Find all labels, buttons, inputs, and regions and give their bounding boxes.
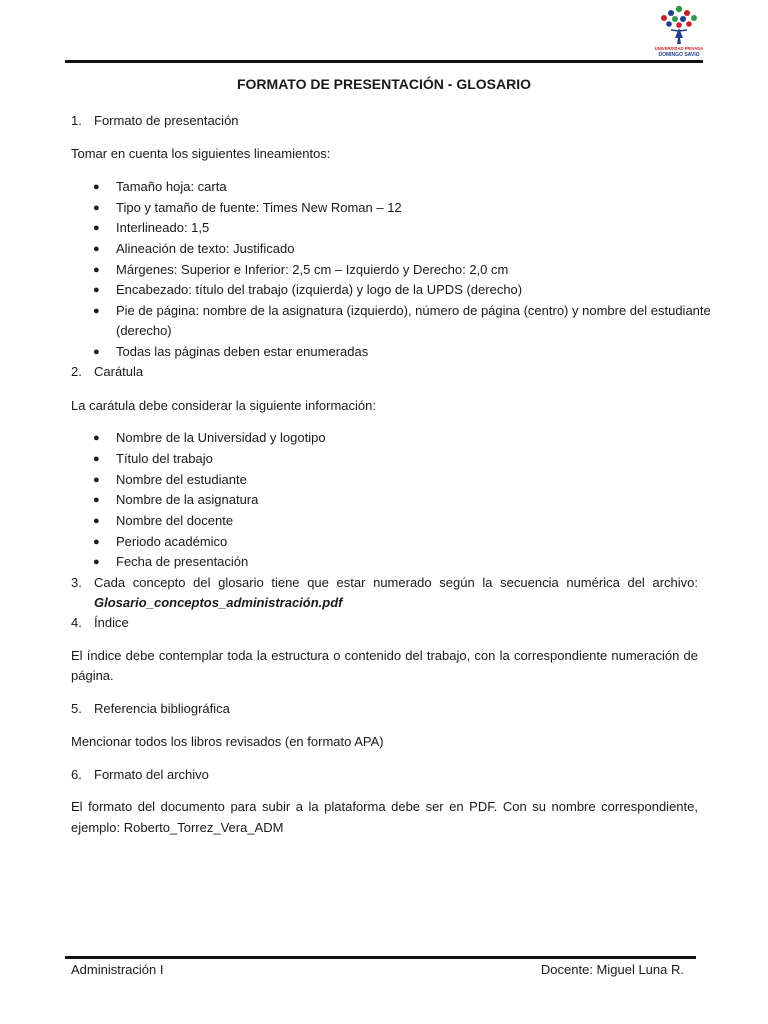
list-item: Todas las páginas deben estar enumeradas [116,344,369,359]
section1-intro: Tomar en cuenta los siguientes lineamientos: [71,146,331,161]
section6-text: El formato del documento para subir a la plataforma debe ser en PDF. Con su nombre correspondiente, [71,799,698,814]
bullet-icon: ● [93,494,100,506]
list-item: Título del trabajo [116,451,213,466]
section6-heading: Formato del archivo [94,767,209,782]
list-item: Nombre del estudiante [116,472,247,487]
list-item: Tamaño hoja: carta [116,179,227,194]
section2-heading: Carátula [94,364,144,379]
bullet-icon: ● [93,264,100,276]
list-item: Periodo académico [116,534,228,549]
section2-number: 2. [71,364,82,379]
bullet-icon: ● [93,453,100,465]
list-item: Interlineado: 1,5 [116,220,210,235]
bullet-icon: ● [93,346,100,358]
footer-rule [65,956,696,959]
logo-text-line2: DOMINGO SAVIO [658,52,700,58]
section1-heading: Formato de presentación [94,113,239,128]
bullet-icon: ● [93,474,100,486]
section5-heading: Referencia bibliográfica [94,701,230,716]
section3-filename: Glosario_conceptos_administración.pdf [94,595,343,610]
list-item: Encabezado: título del trabajo (izquierda) y logo de la UPDS (derecho) [116,282,523,297]
section6-number: 6. [71,767,82,782]
bullet-icon: ● [93,432,100,444]
section5-number: 5. [71,701,82,716]
university-logo [651,4,707,58]
section1-number: 1. [71,113,82,128]
list-item: Márgenes: Superior e Inferior: 2,5 cm – Izquierdo y Derecho: 2,0 cm [116,262,509,277]
page-title: FORMATO DE PRESENTACIÓN - GLOSARIO [236,76,531,92]
section6-text-cont: ejemplo: Roberto_Torrez_Vera_ADM [71,820,284,835]
section4-text: El índice debe contemplar toda la estructura o contenido del trabajo, con la correspondiente numeración de [71,648,698,663]
section2-intro: La carátula debe considerar la siguiente información: [71,398,376,413]
section4-text-cont: página. [71,668,114,683]
bullet-icon: ● [93,305,100,317]
bullet-icon: ● [93,556,100,568]
bullet-icon: ● [93,202,100,214]
list-item: Pie de página: nombre de la asignatura (izquierdo), número de página (centro) y nombre del estudiante [116,303,711,318]
footer-teacher: Docente: Miguel Luna R. [540,962,684,977]
bullet-icon: ● [93,536,100,548]
list-item: Nombre de la Universidad y logotipo [116,430,326,445]
section4-number: 4. [71,615,82,630]
list-item-continuation: (derecho) [116,323,172,338]
logo-text-line1: UNIVERSIDAD PRIVADA [654,46,704,51]
list-item: Nombre de la asignatura [116,492,259,507]
footer-course: Administración I [71,962,164,977]
section4-heading: Índice [94,615,129,630]
section5-text: Mencionar todos los libros revisados (en formato APA) [71,734,384,749]
bullet-icon: ● [93,222,100,234]
bullet-icon: ● [93,284,100,296]
header-rule [65,60,703,63]
logo-emblem [661,6,697,44]
bullet-icon: ● [93,515,100,527]
section3-text: Cada concepto del glosario tiene que estar numerado según la secuencia numérica del archivo: [94,575,698,590]
list-item: Fecha de presentación [116,554,249,569]
list-item: Alineación de texto: Justificado [116,241,295,256]
list-item: Tipo y tamaño de fuente: Times New Roman – 12 [116,200,402,215]
section3-number: 3. [71,575,82,590]
bullet-icon: ● [93,181,100,193]
bullet-icon: ● [93,243,100,255]
list-item: Nombre del docente [116,513,234,528]
